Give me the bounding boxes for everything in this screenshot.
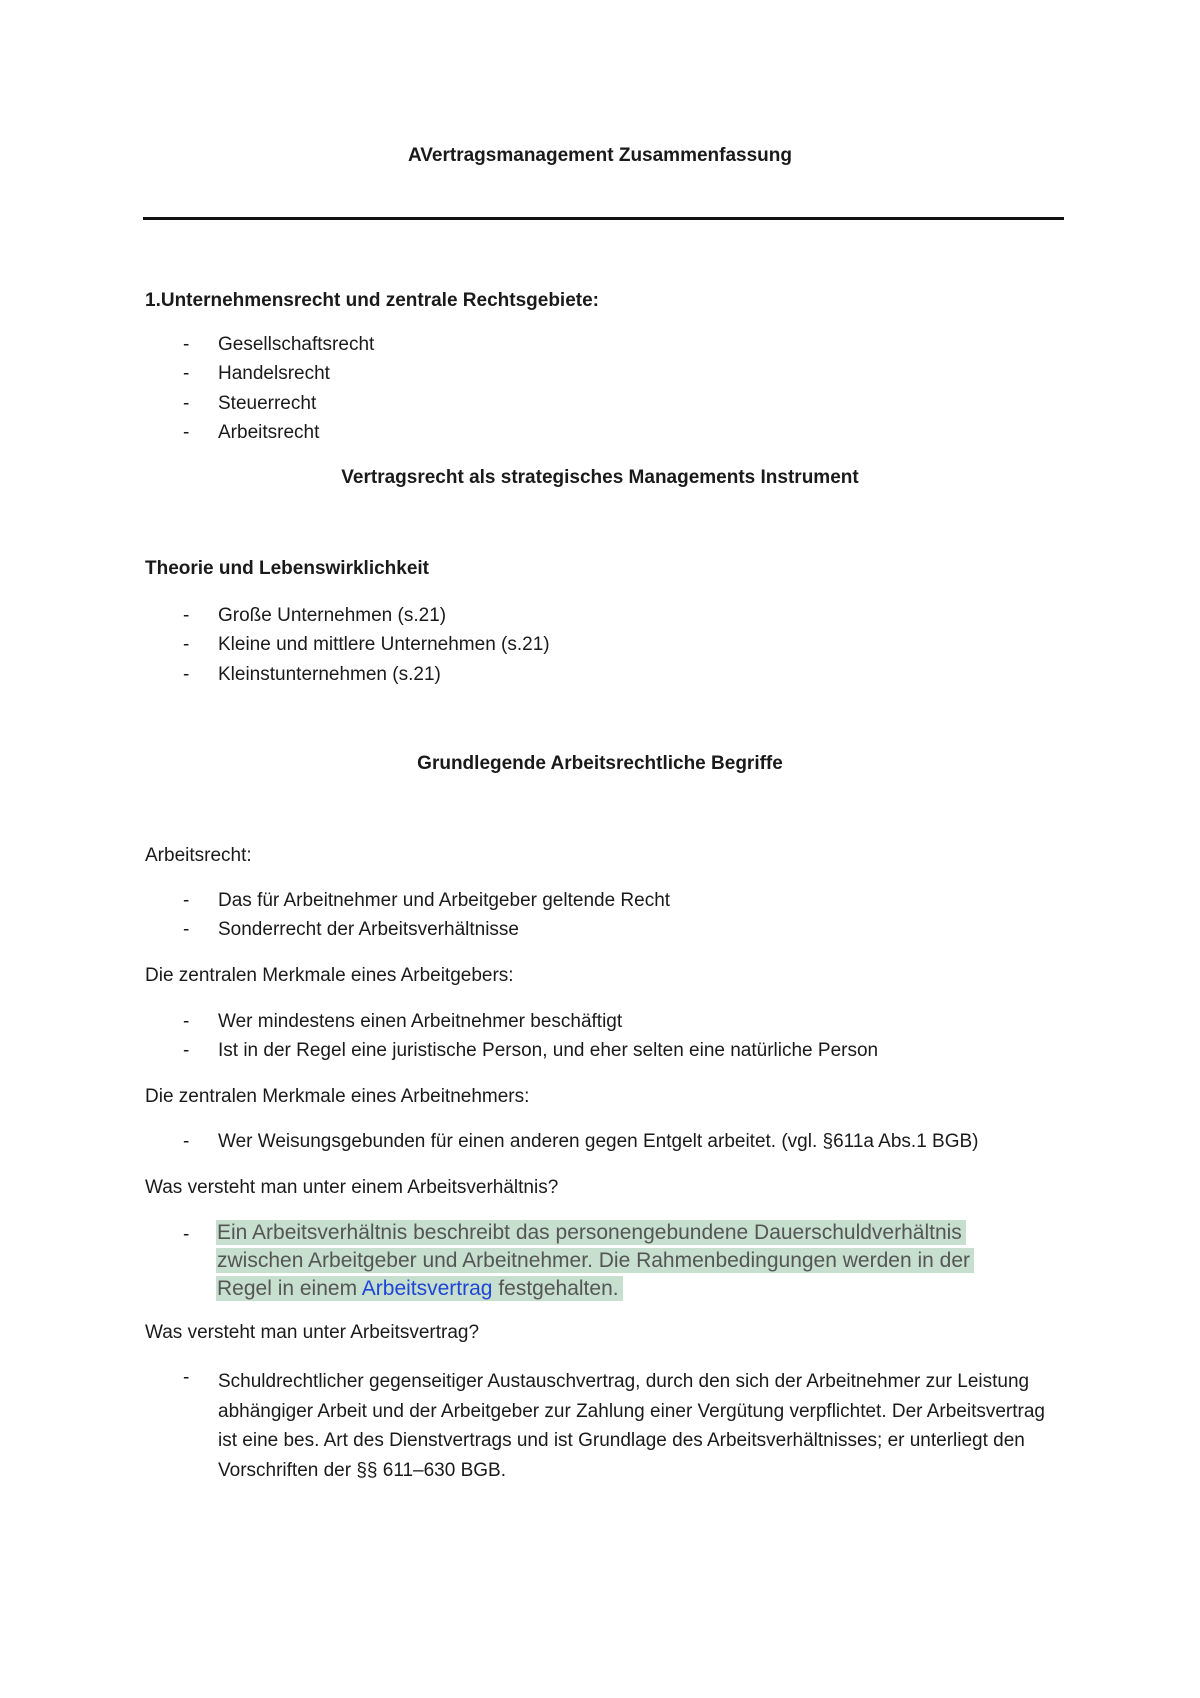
bullet-dash: - <box>183 363 190 384</box>
list-item: Steuerrecht <box>218 393 317 414</box>
bullet-dash: - <box>183 890 190 911</box>
list-item: Ist in der Regel eine juristische Person, und eher selten eine natürliche Person <box>218 1040 879 1061</box>
highlight-line-3-suffix: festgehalten. <box>492 1277 619 1300</box>
highlight-line-3-prefix: Regel in einem <box>217 1277 362 1300</box>
highlight-line-3 <box>216 1276 623 1301</box>
bullet-dash: - <box>183 422 190 443</box>
highlight-line-1: Ein Arbeitsverhältnis beschreibt das personengebundene Dauerschuldverhältnis <box>216 1220 966 1245</box>
bullet-dash: - <box>183 393 190 414</box>
list-item: Kleinstunternehmen (s.21) <box>218 664 441 685</box>
bullet-dash: - <box>183 334 190 355</box>
highlight-line-2: zwischen Arbeitgeber und Arbeitnehmer. Die Rahmenbedingungen werden in der <box>216 1248 974 1273</box>
title-divider <box>143 217 1064 220</box>
bullet-dash: - <box>183 919 190 940</box>
list-item: Das für Arbeitnehmer und Arbeitgeber geltende Recht <box>218 890 671 911</box>
arbeitsvertrag-link[interactable]: Arbeitsvertrag <box>361 1277 493 1300</box>
section-heading-unternehmensrecht: 1.Unternehmensrecht und zentrale Rechtsgebiete: <box>145 290 599 311</box>
bullet-dash: - <box>183 1131 190 1152</box>
list-item: Arbeitsrecht <box>218 422 320 443</box>
list-item: Große Unternehmen (s.21) <box>218 605 447 626</box>
highlighted-definition <box>216 1219 1026 1303</box>
bullet-dash: - <box>183 664 190 685</box>
label-arbeitsrecht: Arbeitsrecht: <box>145 845 252 866</box>
list-item: Kleine und mittlere Unternehmen (s.21) <box>218 634 550 655</box>
list-item: Gesellschaftsrecht <box>218 334 375 355</box>
bullet-dash: - <box>183 605 190 626</box>
bullet-dash: - <box>183 634 190 655</box>
section-heading-begriffe: Grundlegende Arbeitsrechtliche Begriffe <box>417 753 783 774</box>
label-arbeitnehmer: Die zentralen Merkmale eines Arbeitnehmers: <box>145 1086 530 1107</box>
strategic-heading: Vertragsrecht als strategisches Managements Instrument <box>341 467 859 488</box>
label-arbeitsverhaeltnis: Was versteht man unter einem Arbeitsverhältnis? <box>145 1177 559 1198</box>
list-item: Sonderrecht der Arbeitsverhältnisse <box>218 919 519 940</box>
bullet-dash: - <box>183 1040 190 1061</box>
bullet-dash: - <box>183 1224 190 1245</box>
label-arbeitgeber: Die zentralen Merkmale eines Arbeitgebers: <box>145 965 514 986</box>
list-item: Wer mindestens einen Arbeitnehmer beschäftigt <box>218 1011 623 1032</box>
bullet-dash: - <box>183 1367 190 1388</box>
bullet-dash: - <box>183 1011 190 1032</box>
list-item: Wer Weisungsgebunden für einen anderen gegen Entgelt arbeitet. (vgl. §611a Abs.1 BGB) <box>218 1131 979 1152</box>
document-title: AVertragsmanagement Zusammenfassung <box>408 145 792 166</box>
list-item: Handelsrecht <box>218 363 330 384</box>
label-arbeitsvertrag: Was versteht man unter Arbeitsvertrag? <box>145 1322 480 1343</box>
section-heading-theorie: Theorie und Lebenswirklichkeit <box>145 558 430 579</box>
arbeitsvertrag-definition: Schuldrechtlicher gegenseitiger Austauschvertrag, durch den sich der Arbeitnehmer zur Leistung abhängiger Arbeit und der Arbeitgeber zur Zahlung einer Vergütung verpflichtet. Der Arbeitsvertrag ist eine bes. Art des Dienstvertrags und ist Grundlage des Arbeitsverhältnisses; er unterliegt den Vorschriften der §§ 611–630 BGB. <box>218 1371 1046 1481</box>
